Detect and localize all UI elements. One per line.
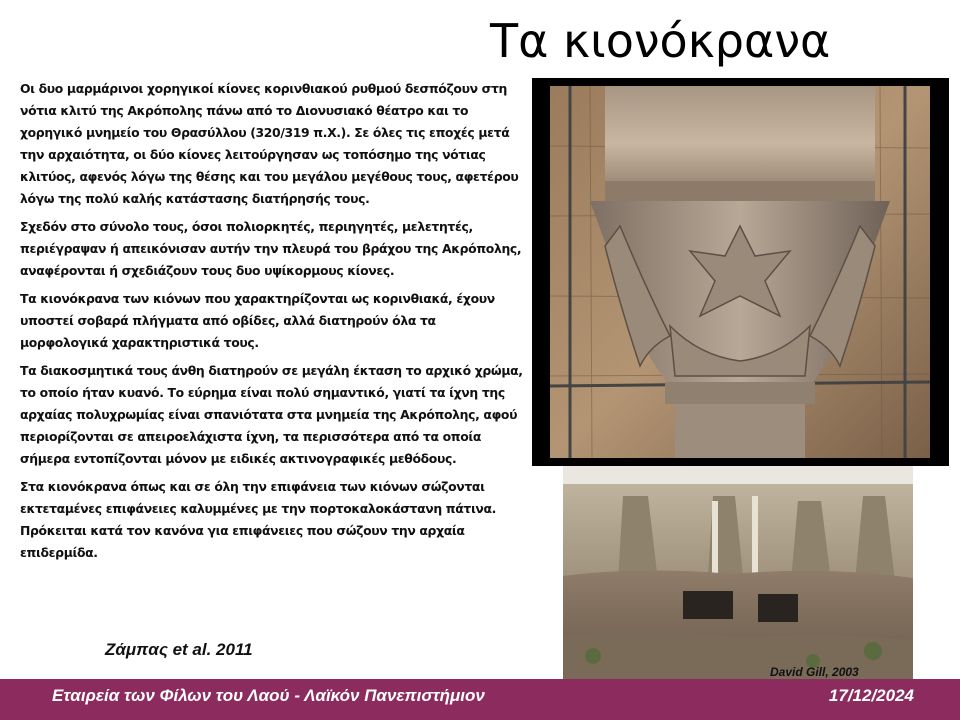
acropolis-photo <box>563 466 913 679</box>
acropolis-image <box>563 466 913 679</box>
footer-organization: Εταιρεία των Φίλων του Λαού - Λαϊκόν Πανεπιστήμιον <box>52 686 485 705</box>
paragraph: Στα κιονόκρανα όπως και σε όλη την επιφάνεια των κιόνων σώζονται εκτεταμένες επιφάνειες καλυμμένες με την πορτοκαλοκάστανη πάτινα. Πρόκειται κατά τον κανόνα για επιφάνειες που σώζουν την αρχαία επιδερμίδα. <box>20 479 497 560</box>
slide-title: Τα κιονόκρανα <box>490 14 831 68</box>
citation: Ζάμπας et al. 2011 <box>105 640 253 659</box>
body-text <box>20 78 524 570</box>
capital-image <box>550 86 930 458</box>
paragraph: Οι δυο μαρμάρινοι χορηγικοί κίονες κορινθιακού ρυθμού δεσπόζουν στη νότια κλιτύ της Ακρόπολης πάνω από το Διονυσιακό θέατρο και το χορηγικό μνημείο του Θρασύλλου (320/319 π.Χ.). Σε όλες τις εποχές μετά την αρχαιότητα, οι δύο κίονες λειτούργησαν ως τοπόσημο της νότιας κλιτύος, αφενός λόγω της θέσης και του μεγάλου μεγέθους τους, αφετέρου λόγω της πολύ καλής κατάστασης διατήρησής τους. <box>20 81 519 206</box>
paragraph: Τα κιονόκρανα των κιόνων που χαρακτηρίζονται ως κορινθιακά, έχουν υποστεί σοβαρά πλήγματα από οβίδες, αλλά διατηρούν όλα τα μορφολογικά χαρακτηριστικά τους. <box>20 291 495 350</box>
footer-date: 17/12/2024 <box>828 686 914 705</box>
paragraph: Τα διακοσμητικά τους άνθη διατηρούν σε μεγάλη έκταση το αρχικό χρώμα, το οποίο ήταν κυανό. Το εύρημα είναι πολύ σημαντικό, γιατί τα ίχνη της αρχαίας πολυχρωμίας είναι σπανιότατα στα μνημεία της Ακρόπολης, αφού περιορίζονται σε απειροελάχιστα ίχνη, τα περισσότερα από τα οποία σήμερα εντοπίζονται μόνον με ειδικές ακτινογραφικές μεθόδους. <box>20 363 523 466</box>
footer-bar <box>0 679 960 720</box>
photo-credit: David Gill, 2003 <box>770 665 859 679</box>
capital-photo <box>532 78 949 466</box>
paragraph: Σχεδόν στο σύνολο τους, όσοι πολιορκητές, περιηγητές, μελετητές, περιέγραψαν ή απεικόνισαν αυτήν την πλευρά του βράχου της Ακρόπολης, αναφέρονται ή σχεδιάζουν τους δυο υψίκορμους κίονες. <box>20 219 522 278</box>
